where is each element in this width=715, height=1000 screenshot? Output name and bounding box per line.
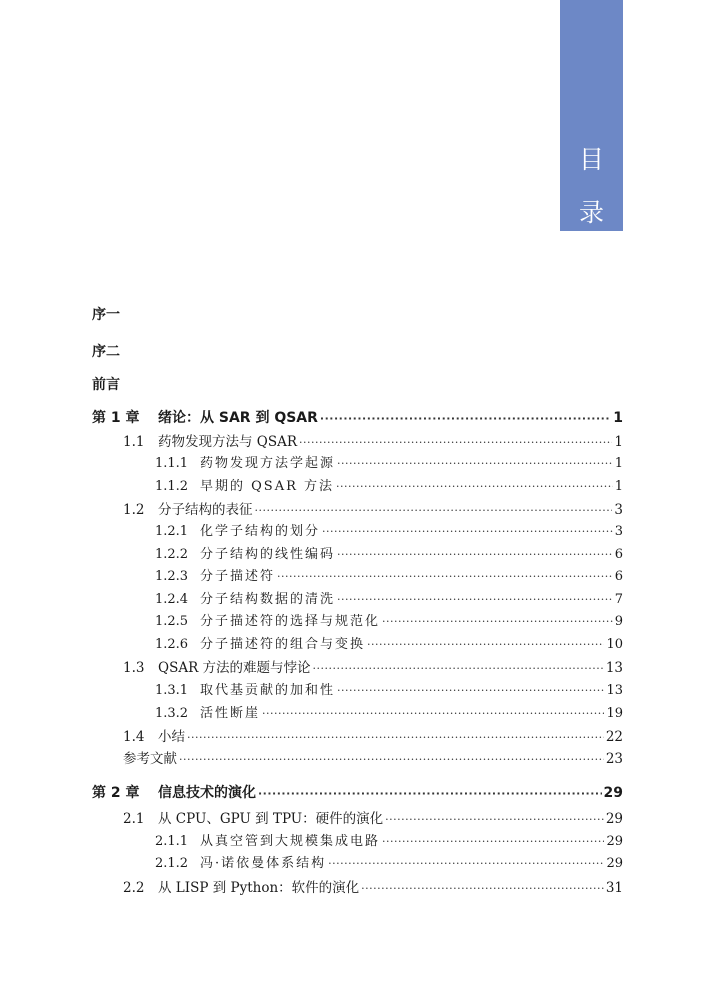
toc-entry-title: 分子结构数据的清洗 — [200, 592, 336, 607]
toc-entry-page: 29 — [606, 834, 623, 849]
toc-entry[interactable] — [123, 432, 623, 452]
toc-entry-title: 早期的 QSAR 方法 — [200, 479, 335, 494]
toc-entry-page: 10 — [606, 637, 623, 652]
toc-entry-number: 1.1 — [123, 434, 145, 450]
toc-entry[interactable] — [123, 727, 623, 747]
toc-entry-number: 1.2.3 — [155, 569, 189, 584]
toc-entry-page: 3 — [614, 524, 623, 539]
front-matter-preface-1[interactable]: 序一 — [92, 307, 120, 323]
toc-entry[interactable] — [155, 854, 623, 874]
toc-entry-title: 药物发现方法与 QSAR — [158, 434, 298, 450]
dot-leader — [277, 567, 613, 587]
toc-entry-title: 小结 — [158, 729, 185, 745]
toc-title-char-2: 录 — [578, 198, 604, 227]
toc-entry-title: 药物发现方法学起源 — [200, 456, 336, 471]
toc-entry-page: 6 — [614, 547, 623, 562]
toc-entry-page: 31 — [605, 880, 623, 896]
toc-entry-title: 参考文献 — [123, 751, 177, 767]
dot-leader — [322, 522, 613, 542]
front-matter-preface-2[interactable]: 序二 — [92, 344, 120, 360]
toc-entry-title: 从 CPU、GPU 到 TPU：硬件的演化 — [158, 811, 384, 827]
toc-entry[interactable] — [123, 809, 623, 829]
dot-leader — [320, 409, 611, 429]
toc-title-char-1: 目 — [578, 145, 604, 174]
dot-leader — [382, 612, 613, 632]
toc-entry-title: 从真空管到大规模集成电路 — [200, 834, 381, 849]
toc-entry-title: 分子描述符 — [200, 569, 276, 584]
dot-leader — [262, 704, 604, 724]
toc-entry[interactable] — [155, 704, 623, 724]
toc-entry-number: 1.3.2 — [155, 706, 189, 721]
toc-entry-page: 7 — [614, 592, 623, 607]
toc-entry-page: 19 — [606, 706, 623, 721]
toc-entry[interactable] — [92, 783, 623, 803]
toc-entry-title: 分子描述符的组合与变换 — [200, 637, 366, 652]
dot-leader — [337, 590, 613, 610]
toc-entry-title: 分子结构的线性编码 — [200, 547, 336, 562]
toc-entry-title: 分子结构的表征 — [158, 502, 253, 518]
toc-entry-page: 29 — [605, 811, 623, 827]
dot-leader — [385, 810, 604, 830]
dot-leader — [337, 454, 613, 474]
toc-entry[interactable] — [155, 681, 623, 701]
toc-entry[interactable] — [123, 878, 623, 898]
toc-entry-title: 化学子结构的划分 — [200, 524, 321, 539]
toc-entry-title: 取代基贡献的加和性 — [200, 683, 336, 698]
toc-entry[interactable] — [155, 545, 623, 565]
dot-leader — [313, 659, 604, 679]
toc-entry-number: 1.3.1 — [155, 683, 189, 698]
toc-entry-number: 1.3 — [123, 660, 145, 676]
toc-entry-number: 1.4 — [123, 729, 145, 745]
dot-leader — [179, 750, 604, 770]
toc-entry-number: 2.1 — [123, 811, 145, 827]
toc-entry[interactable] — [155, 522, 623, 542]
toc-entry-title: 信息技术的演化 — [158, 785, 256, 801]
toc-entry-page: 9 — [614, 614, 623, 629]
toc-entry[interactable] — [155, 567, 623, 587]
toc-entry-title: 分子描述符的选择与规范化 — [200, 614, 381, 629]
toc-entry[interactable] — [123, 749, 623, 769]
toc-entry-number: 1.2 — [123, 502, 145, 518]
toc-entry-page: 29 — [606, 856, 623, 871]
toc-entry-page: 3 — [614, 502, 623, 518]
toc-entry-number: 1.1.1 — [155, 456, 189, 471]
toc-entry-page: 1 — [613, 410, 623, 426]
toc-entry[interactable] — [155, 635, 623, 655]
dot-leader — [299, 433, 612, 453]
dot-leader — [337, 545, 613, 565]
toc-entry-number: 1.2.6 — [155, 637, 189, 652]
toc-entry-number: 2.2 — [123, 880, 145, 896]
toc-entry-page: 13 — [605, 660, 623, 676]
toc-entry-page: 22 — [605, 729, 623, 745]
toc-entry-number: 2.1.2 — [155, 856, 189, 871]
toc-entry-page: 13 — [606, 683, 623, 698]
toc-entry-title: 从 LISP 到 Python：软件的演化 — [158, 880, 360, 896]
toc-entry-page: 6 — [614, 569, 623, 584]
toc-header-tab — [560, 0, 623, 231]
toc-entry-number: 第 1 章 — [92, 410, 140, 426]
toc-entry-number: 1.2.1 — [155, 524, 189, 539]
dot-leader — [367, 635, 604, 655]
dot-leader — [382, 832, 604, 852]
toc-entry[interactable] — [92, 408, 623, 428]
toc-entry-number: 2.1.1 — [155, 834, 189, 849]
toc-entry-title: 冯·诺依曼体系结构 — [200, 856, 327, 871]
toc-entry-number: 1.2.4 — [155, 592, 189, 607]
toc-entry-page: 1 — [614, 434, 623, 450]
front-matter-foreword[interactable]: 前言 — [92, 377, 120, 393]
toc-entry[interactable] — [155, 477, 623, 497]
toc-entry-page: 23 — [605, 751, 623, 767]
toc-entry-title: 绪论：从 SAR 到 QSAR — [158, 410, 318, 426]
toc-entry-page: 29 — [603, 785, 623, 801]
toc-entry-title: 活性断崖 — [200, 706, 261, 721]
toc-entry[interactable] — [155, 454, 623, 474]
toc-entry-number: 第 2 章 — [92, 785, 140, 801]
toc-entry-title: QSAR 方法的难题与悖论 — [158, 660, 311, 676]
dot-leader — [361, 879, 604, 899]
dot-leader — [255, 501, 613, 521]
toc-entry-page: 1 — [614, 456, 623, 471]
dot-leader — [336, 477, 613, 497]
dot-leader — [337, 681, 604, 701]
dot-leader — [187, 728, 604, 748]
toc-entry-page: 1 — [614, 479, 623, 494]
toc-entry-number: 1.2.2 — [155, 547, 189, 562]
toc-entry[interactable] — [155, 832, 623, 852]
dot-leader — [258, 784, 602, 804]
toc-entry[interactable] — [123, 658, 623, 678]
toc-entry-number: 1.1.2 — [155, 479, 189, 494]
dot-leader — [328, 854, 604, 874]
toc-entry-number: 1.2.5 — [155, 614, 189, 629]
toc-entry[interactable] — [155, 612, 623, 632]
toc-entry[interactable] — [155, 590, 623, 610]
toc-entry[interactable] — [123, 500, 623, 520]
